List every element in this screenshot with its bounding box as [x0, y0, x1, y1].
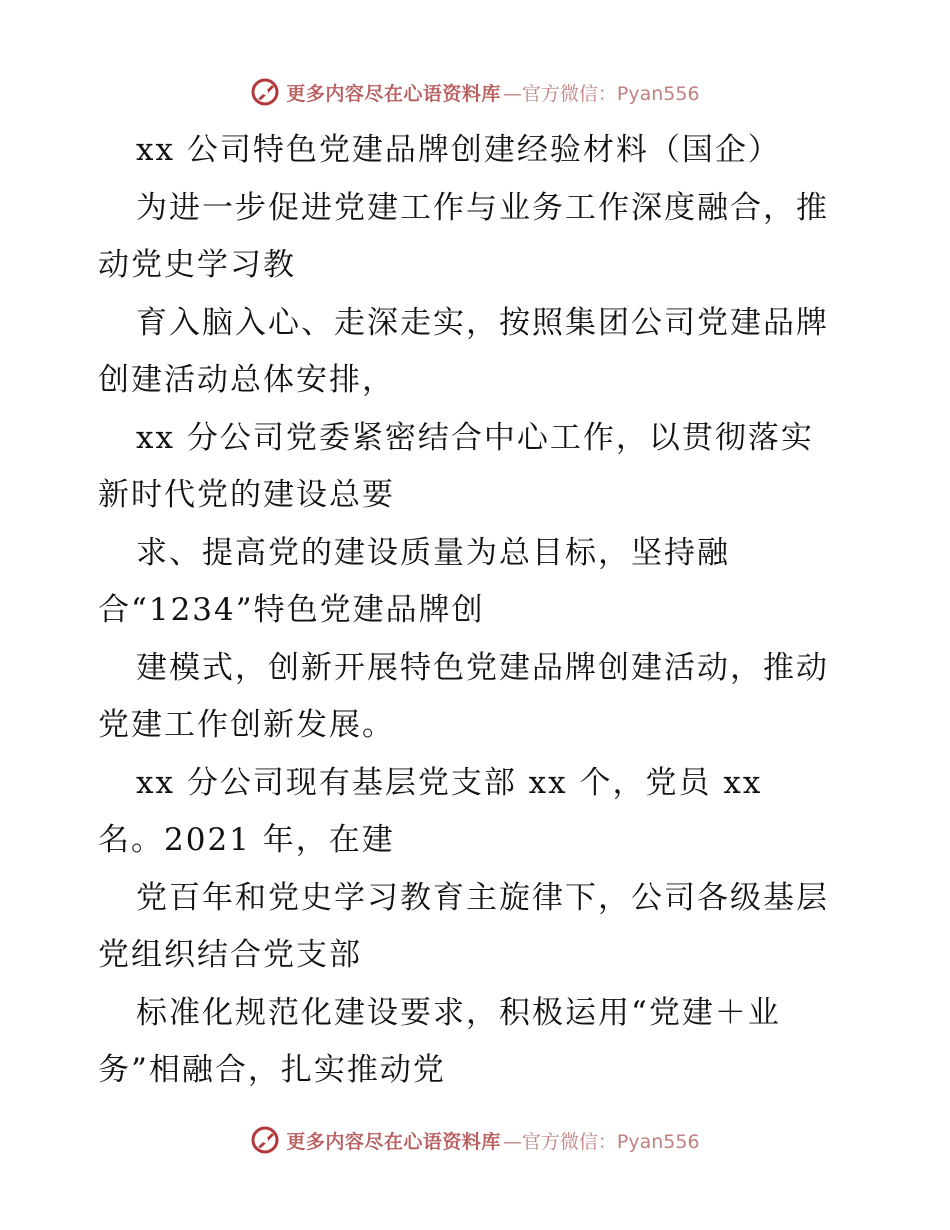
- quill-logo-icon: [250, 77, 280, 107]
- footer-banner-wechat: —官方微信：Pyan556: [502, 1130, 700, 1153]
- footer-watermark-banner: [0, 1120, 950, 1160]
- text-line: 党建工作创新发展。: [98, 707, 395, 743]
- text-line: 育入脑入心、走深走实，按照集团公司党建品牌: [136, 304, 829, 341]
- header-watermark-banner: [0, 72, 950, 112]
- text-line: 合“1234”特色党建品牌创: [98, 592, 485, 628]
- header-banner-text: 更多内容尽在心语资料库: [286, 82, 501, 105]
- text-line: 创建活动总体安排，: [98, 362, 395, 398]
- text-line: 动党史学习教: [98, 247, 296, 283]
- text-line: xx 分公司现有基层党支部 xx 个，党员 xx: [136, 764, 763, 801]
- text-line: 建模式，创新开展特色党建品牌创建活动，推动: [136, 649, 829, 686]
- header-banner-wechat: —官方微信：Pyan556: [502, 82, 700, 105]
- quill-logo-icon: [250, 1125, 280, 1155]
- text-line: 标准化规范化建设要求，积极运用“党建＋业: [136, 994, 781, 1031]
- text-line: 名。2021 年，在建: [98, 822, 395, 858]
- text-line: 求、提高党的建设质量为总目标，坚持融: [136, 534, 730, 571]
- text-line: xx 公司特色党建品牌创建经验材料（国企）: [136, 132, 781, 168]
- document-body: [98, 122, 858, 1100]
- text-line: 为进一步促进党建工作与业务工作深度融合，推: [136, 189, 829, 226]
- text-line: 党组织结合党支部: [98, 937, 362, 973]
- text-line: 新时代党的建设总要: [98, 477, 395, 513]
- text-line: xx 分公司党委紧密结合中心工作，以贯彻落实: [136, 419, 814, 456]
- footer-banner-text: 更多内容尽在心语资料库: [286, 1130, 501, 1153]
- text-line: 务”相融合，扎实推动党: [98, 1052, 446, 1088]
- text-line: 党百年和党史学习教育主旋律下，公司各级基层: [136, 879, 829, 916]
